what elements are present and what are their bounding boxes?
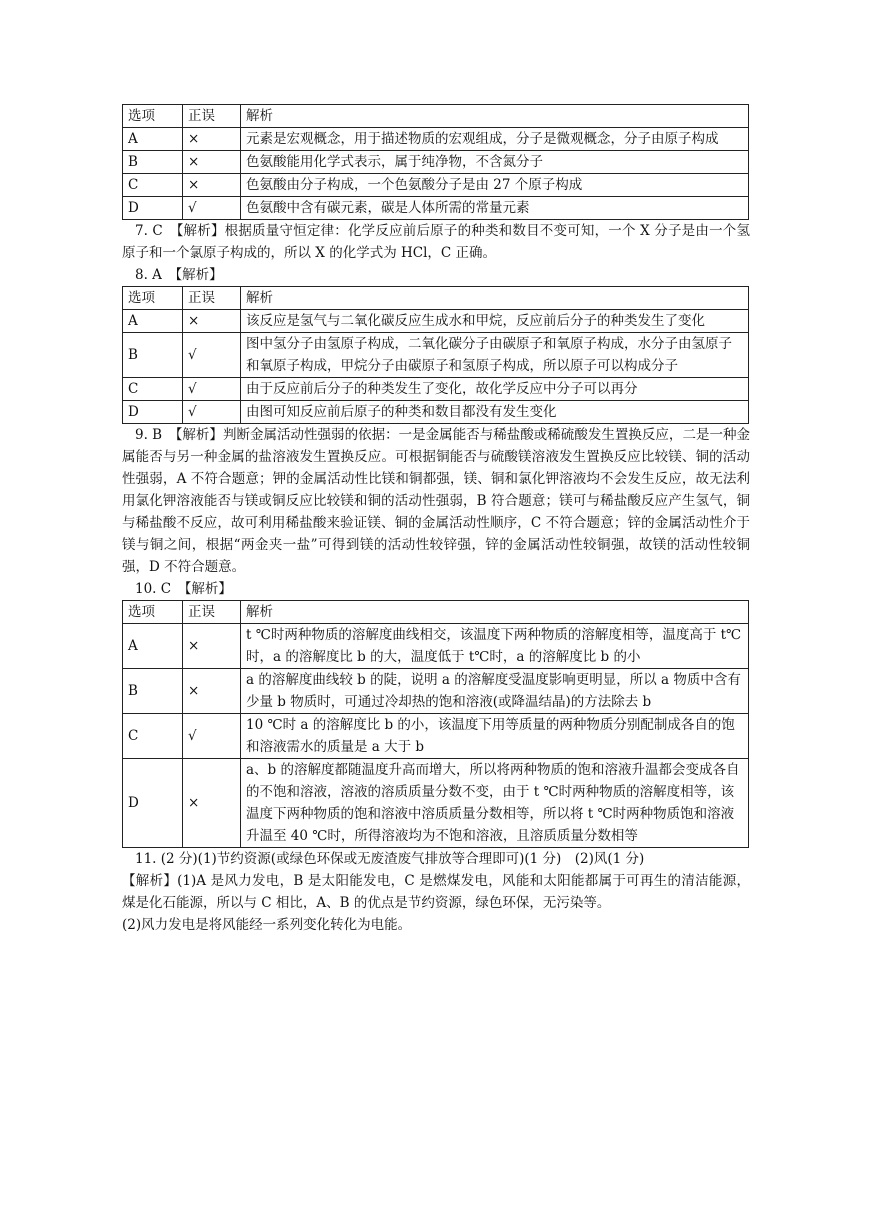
analysis-cell: 10 ℃时 a 的溶解度比 b 的小，该温度下用等质量的两种物质分别配制成各自的饱和溶液需水的质量是 a 大于 b: [241, 714, 749, 759]
analysis-cell: a、b 的溶解度都随温度升高而增大，所以将两种物质的饱和溶液升温都会变成各自的不饱和溶液，溶液的溶质质量分数不变，由于 t ℃时两种物质的溶解度相等，该温度下两种物质的饱和溶液中溶质质量分数相等，所以将 t ℃时两种物质饱和溶液升温至 40 ℃时，所得溶液均为不饱和溶液，且溶质质量分数相等: [241, 759, 749, 848]
mark-cell: ×: [183, 151, 241, 174]
mark-cell: ×: [183, 669, 241, 714]
analysis-cell: a 的溶解度曲线较 b 的陡，说明 a 的溶解度受温度影响更明显，所以 a 物质中含有少量 b 物质时，可通过冷却热的饱和溶液(或降温结晶)的方法除去 b: [241, 669, 749, 714]
table-row: [123, 624, 749, 669]
option-cell: D: [123, 759, 183, 848]
option-cell: B: [123, 333, 183, 378]
mark-cell: √: [183, 378, 241, 401]
table-row: [123, 310, 749, 333]
table-row: [123, 669, 749, 714]
mark-cell: ×: [183, 624, 241, 669]
table-header-row: [123, 601, 749, 624]
option-cell: D: [123, 197, 183, 220]
analysis-cell: 色氨酸中含有碳元素，碳是人体所需的常量元素: [241, 197, 749, 220]
mark-cell: √: [183, 714, 241, 759]
mark-cell: ×: [183, 174, 241, 197]
q10-analysis-table: [122, 600, 749, 848]
q9-answer: 9. B 【解析】判断金属活动性强弱的依据：一是金属能否与稀盐酸或稀硫酸发生置换反应，二是一种金属能否与另一种金属的盐溶液发生置换反应。可根据铜能否与硫酸镁溶液发生置换反应比较镁、铜的活动性强弱，A 不符合题意；钾的金属活动性比镁和铜都强，镁、铜和氯化钾溶液均不会发生反应，故无法利用氯化钾溶液能否与镁或铜反应比较镁和铜的活动性强弱，B 符合题意；镁可与稀盐酸反应产生氢气，铜与稀盐酸不反应，故可利用稀盐酸来验证镁、铜的金属活动性顺序，C 不符合题意；锌的金属活动性介于镁与铜之间，根据“两金夹一盐”可得到镁的活动性较锌强，锌的金属活动性较铜强，故镁的活动性较铜强，D 不符合题意。: [122, 427, 750, 575]
analysis-cell: 由图可知反应前后原子的种类和数目都没有发生变化: [241, 401, 749, 424]
analysis-cell: 图中氢分子由氢原子构成，二氧化碳分子由碳原子和氧原子构成，水分子由氢原子和氧原子构成，甲烷分子由碳原子和氢原子构成，所以原子可以构成分子: [241, 333, 749, 378]
q8-analysis-table: [122, 286, 749, 424]
mark-cell: √: [183, 401, 241, 424]
analysis-cell: 色氨酸能用化学式表示，属于纯净物，不含氮分子: [241, 151, 749, 174]
q11-answer: 11. (2 分)(1)节约资源(或绿色环保或无废渣废气排放等合理即可)(1 分) (2)风(1 分): [135, 851, 645, 867]
table-row: [123, 197, 749, 220]
q11-explanation-1: 【解析】(1)A 是风力发电，B 是太阳能发电，C 是燃煤发电，风能和太阳能都属于可再生的清洁能源，煤是化石能源，所以与 C 相比，A、B 的优点是节约资源，绿色环保，无污染等。: [122, 873, 750, 911]
header-analysis: 解析: [241, 105, 749, 128]
mark-cell: ×: [183, 759, 241, 848]
analysis-cell: 元素是宏观概念，用于描述物质的宏观组成，分子是微观概念，分子由原子构成: [241, 128, 749, 151]
table-row: [123, 128, 749, 151]
q6-analysis-table: [122, 104, 749, 220]
table-row: [123, 401, 749, 424]
q11-explanation-2: (2)风力发电是将风能经一系列变化转化为电能。: [122, 917, 412, 933]
header-analysis: 解析: [241, 287, 749, 310]
table-row: [123, 714, 749, 759]
q7-answer: 7. C 【解析】根据质量守恒定律：化学反应前后原子的种类和数目不变可知，一个 X 分子是由一个氢原子和一个氯原子构成的，所以 X 的化学式为 HCl，C 正确。: [122, 223, 750, 261]
option-cell: A: [123, 310, 183, 333]
header-judgement: 正误: [183, 601, 241, 624]
table-row: [123, 174, 749, 197]
option-cell: B: [123, 151, 183, 174]
header-option: 选项: [123, 287, 183, 310]
mark-cell: √: [183, 197, 241, 220]
table-row: [123, 151, 749, 174]
option-cell: C: [123, 714, 183, 759]
header-option: 选项: [123, 601, 183, 624]
table-row: [123, 378, 749, 401]
analysis-cell: t ℃时两种物质的溶解度曲线相交，该温度下两种物质的溶解度相等，温度高于 t℃时，a 的溶解度比 b 的大，温度低于 t℃时，a 的溶解度比 b 的小: [241, 624, 749, 669]
option-cell: B: [123, 669, 183, 714]
header-judgement: 正误: [183, 287, 241, 310]
header-analysis: 解析: [241, 601, 749, 624]
mark-cell: √: [183, 333, 241, 378]
q10-answer-head: 10. C 【解析】: [135, 581, 232, 597]
table-row: [123, 759, 749, 848]
answer-content: [122, 104, 750, 936]
option-cell: D: [123, 401, 183, 424]
analysis-cell: 由于反应前后分子的种类发生了变化，故化学反应中分子可以再分: [241, 378, 749, 401]
analysis-cell: 色氨酸由分子构成，一个色氨酸分子是由 27 个原子构成: [241, 174, 749, 197]
header-option: 选项: [123, 105, 183, 128]
header-judgement: 正误: [183, 105, 241, 128]
option-cell: C: [123, 174, 183, 197]
option-cell: A: [123, 624, 183, 669]
table-row: [123, 333, 749, 378]
table-header-row: [123, 287, 749, 310]
analysis-cell: 该反应是氢气与二氧化碳反应生成水和甲烷，反应前后分子的种类发生了变化: [241, 310, 749, 333]
table-header-row: [123, 105, 749, 128]
option-cell: A: [123, 128, 183, 151]
mark-cell: ×: [183, 128, 241, 151]
q8-answer-head: 8. A 【解析】: [135, 267, 223, 283]
mark-cell: ×: [183, 310, 241, 333]
option-cell: C: [123, 378, 183, 401]
